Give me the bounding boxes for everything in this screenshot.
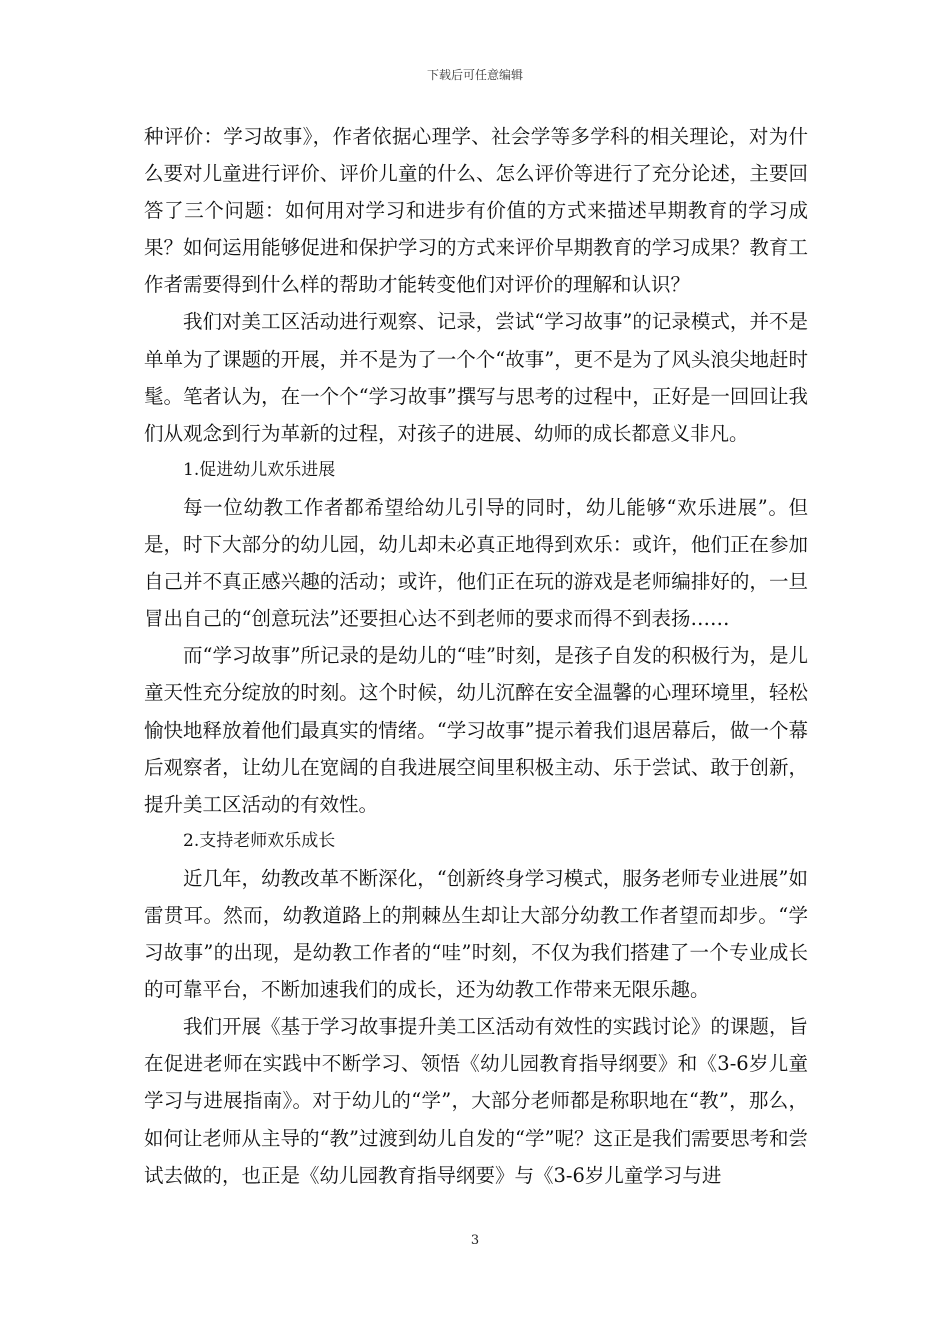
paragraph: 每一位幼教工作者都希望给幼儿引导的同时，幼儿能够“欢乐进展”。但是，时下大部分的幼儿园，幼儿却未必真正地得到欢乐：或许，他们正在参加自己并不真正感兴趣的活动；或许，他们正在玩的游戏是老师编排好的，一旦冒出自己的“创意玩法”还要担心达不到老师的要求而得不到表扬…… (144, 495, 808, 631)
paragraph: 而“学习故事”所记录的是幼儿的“哇”时刻，是孩子自发的积极行为，是儿童天性充分绽放的时刻。这个时候，幼儿沉醉在安全温馨的心理环境里，轻松愉快地释放着他们最真实的情绪。“学习故事”提示着我们退居幕后，做一个幕后观察者，让幼儿在宽阔的自我进展空间里积极主动、乐于尝试、敢于创新，提升美工区活动的有效性。 (144, 644, 808, 816)
document-body (144, 118, 808, 1194)
paragraph: 近几年，幼教改革不断深化，“创新终身学习模式，服务老师专业进展”如雷贯耳。然而，幼教道路上的荆棘丛生却让大部分幼教工作者望而却步。“学习故事”的出现，是幼教工作者的“哇”时刻，不仅为我们搭建了一个专业成长的可靠平台，不断加速我们的成长，还为幼教工作带来无限乐趣。 (144, 866, 808, 1002)
page-header: 下载后可任意编辑 (426, 68, 523, 82)
paragraph: 我们开展《基于学习故事提升美工区活动有效性的实践讨论》的课题，旨在促进老师在实践中不断学习、领悟《幼儿园教育指导纲要》和《3-6岁儿童学习与进展指南》。对于幼儿的“学”，大部分老师都是称职地在“教”，那么，如何让老师从主导的“教”过渡到幼儿自发的“学”呢？这正是我们需要思考和尝试去做的，也正是《幼儿园教育指导纲要》与《3-6岁儿童学习与进 (144, 1015, 808, 1187)
page-number: 3 (470, 1233, 480, 1248)
section-heading: 2.支持老师欢乐成长 (183, 830, 336, 851)
paragraph: 我们对美工区活动进行观察、记录，尝试“学习故事”的记录模式，并不是单单为了课题的开展，并不是为了一个个“故事”，更不是为了风头浪尖地赶时髦。笔者认为，在一个个“学习故事”撰写与思考的过程中，正好是一回回让我们从观念到行为革新的过程，对孩子的进展、幼师的成长都意义非凡。 (144, 310, 808, 445)
paragraph-continued: 种评价：学习故事》，作者依据心理学、社会学等多学科的相关理论，对为什么要对儿童进行评价、评价儿童的什么、怎么评价等进行了充分论述，主要回答了三个问题：如何用对学习和进步有价值的方式来描述早期教育的学习成果？如何运用能够促进和保护学习的方式来评价早期教育的学习成果？教育工作者需要得到什么样的帮助才能转变他们对评价的理解和认识？ (144, 125, 808, 297)
section-heading: 1.促进幼儿欢乐进展 (183, 459, 336, 480)
